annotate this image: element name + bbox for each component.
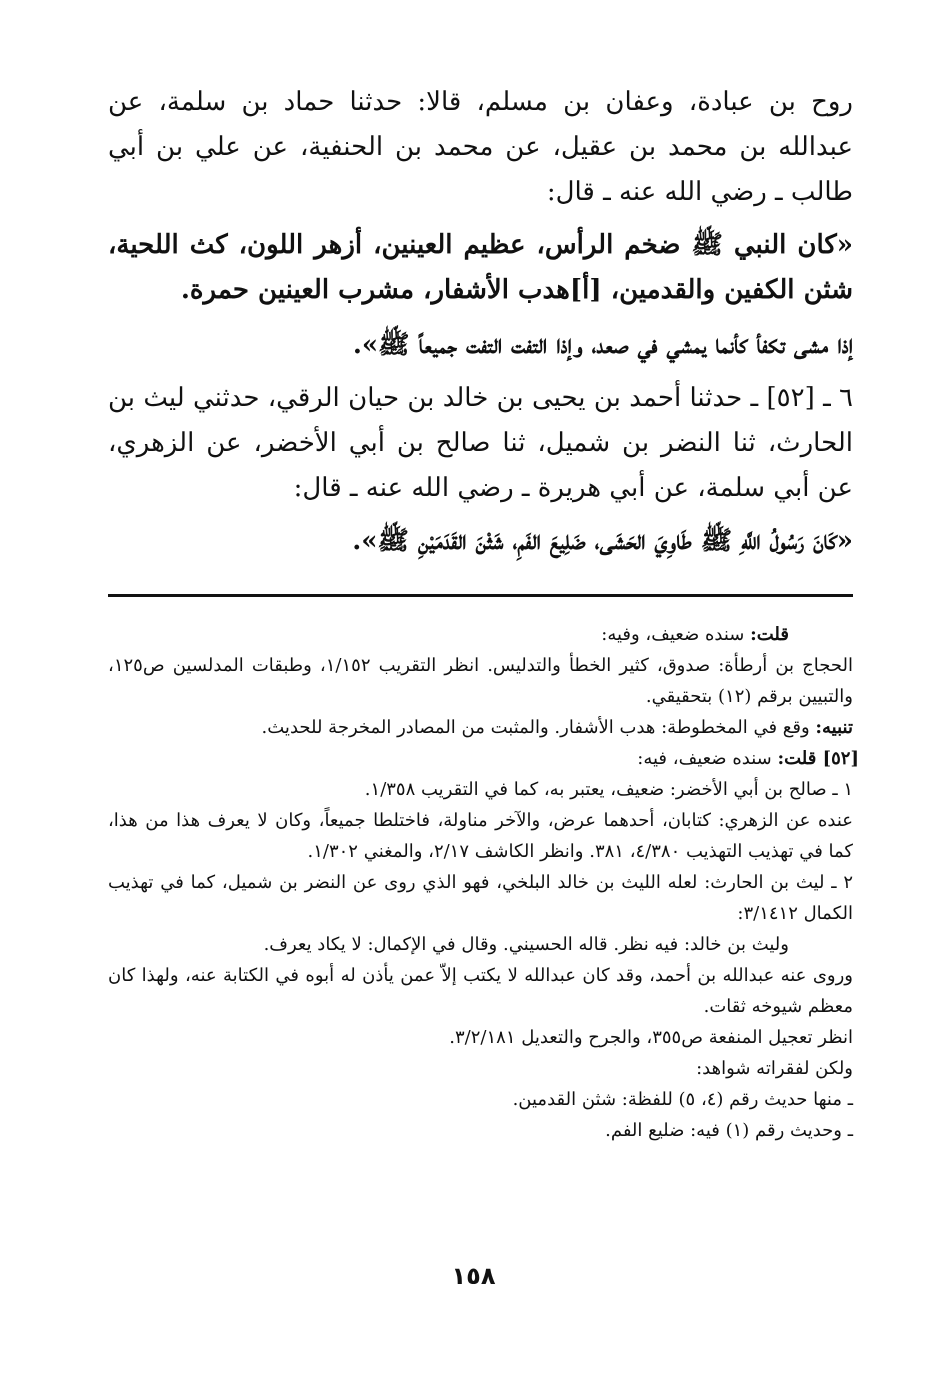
note-lead: قلت:: [750, 624, 789, 645]
note-line: ـ وحديث رقم (١) فيه: ضليع الفم.: [605, 1120, 853, 1141]
note-line: ـ منها حديث رقم (٤، ٥) للفظة: شثن القدمين.: [512, 1089, 853, 1110]
note-line: عنده عن الزهري: كتابان، أحدهما عرض، والآخر مناولة، فاختلطا جميعاً، وكان لا يعرف هذا من هذا، كما في تهذيب التهذيب ٤/٣٨٠، ٣٨١. وانظر الكاشف ٢/١٧، والمغني ١/٣٠٢.: [108, 810, 853, 862]
main-text: [108, 80, 853, 564]
note-lead: تنبيه:: [815, 717, 853, 738]
footnotes: [108, 619, 859, 1146]
note-line: [108, 743, 859, 774]
page-body: [108, 80, 859, 1146]
hadith-text-2: «كَانَ رَسُولُ اللَّهِ ﷺ طَاوِيَ الحَشَى، ضَلِيعَ الفَمِ، شَثْنَ القَدَمَيْنِ ﷺ».: [352, 526, 853, 556]
note-line: [108, 712, 853, 743]
note-line: [108, 619, 853, 650]
hadith-text-1: «كان النبي ﷺ ضخم الرأس، عظيم العينين، أزهر اللون، كث اللحية، شثن الكفين والقدمين، [أ]هدب الأشفار، مشرب العينين حمرة.: [108, 230, 853, 305]
note-lead: قلت:: [777, 748, 823, 769]
note-text: سنده ضعيف، وفيه:: [601, 624, 751, 645]
footnote-reference: [٥٢]: [822, 748, 859, 769]
note-line: وروى عنه عبدالله بن أحمد، وقد كان عبدالله لا يكتب إلاّ عمن يأذن له أبوه في الكتابة عنه، ولهذا كان معظم شيوخه ثقات.: [108, 965, 853, 1017]
note-text: سنده ضعيف، فيه:: [637, 748, 778, 769]
note-text: وقع في المخطوطة: هدب الأشفار. والمثبت من المصادر المخرجة للحديث.: [261, 717, 816, 738]
note-line: انظر تعجيل المنفعة ص٣٥٥، والجرح والتعديل ٣/٢/١٨١.: [449, 1027, 853, 1048]
note-line: الحجاج بن أرطأة: صدوق، كثير الخطأ والتدليس. انظر التقريب ١/١٥٢، وطبقات المدلسين ص١٢٥، والتبيين برقم (١٢) بتحقيقي.: [108, 655, 853, 707]
footnote-divider: [108, 594, 853, 597]
note-line: ١ ـ صالح بن أبي الأخضر: ضعيف، يعتبر به، كما في التقريب ١/٣٥٨.: [364, 779, 853, 800]
page-number: ١٥٨: [451, 1262, 496, 1290]
hadith-text-1-end: إذا مشى تكفأ كأنما يمشي في صعد، وإذا التفت التفت جميعاً ﷺ».: [352, 330, 853, 360]
note-line: ولكن لفقراته شواهد:: [696, 1058, 853, 1079]
isnad-paragraph-2: ٦ ـ [٥٢] ـ حدثنا أحمد بن يحيى بن خالد بن حيان الرقي، حدثني ليث بن الحارث، ثنا النضر بن شميل، ثنا صالح بن أبي الأخضر، عن الزهري، عن أبي سلمة، عن أبي هريرة ـ رضي الله عنه ـ قال:: [108, 383, 853, 503]
note-line: وليث بن خالد: فيه نظر. قاله الحسيني. وقال في الإكمال: لا يكاد يعرف.: [263, 934, 789, 955]
note-line: ٢ ـ ليث بن الحارث: لعله الليث بن خالد البلخي، فهو الذي روى عن النضر بن شميل، كما في تهذيب الكمال ٣/١٤١٢:: [108, 872, 853, 924]
isnad-paragraph-1: روح بن عبادة، وعفان بن مسلم، قالا: حدثنا حماد بن سلمة، عن عبدالله بن محمد بن عقيل، عن محمد بن الحنفية، عن علي بن أبي طالب ـ رضي الله عنه ـ قال:: [108, 87, 853, 207]
